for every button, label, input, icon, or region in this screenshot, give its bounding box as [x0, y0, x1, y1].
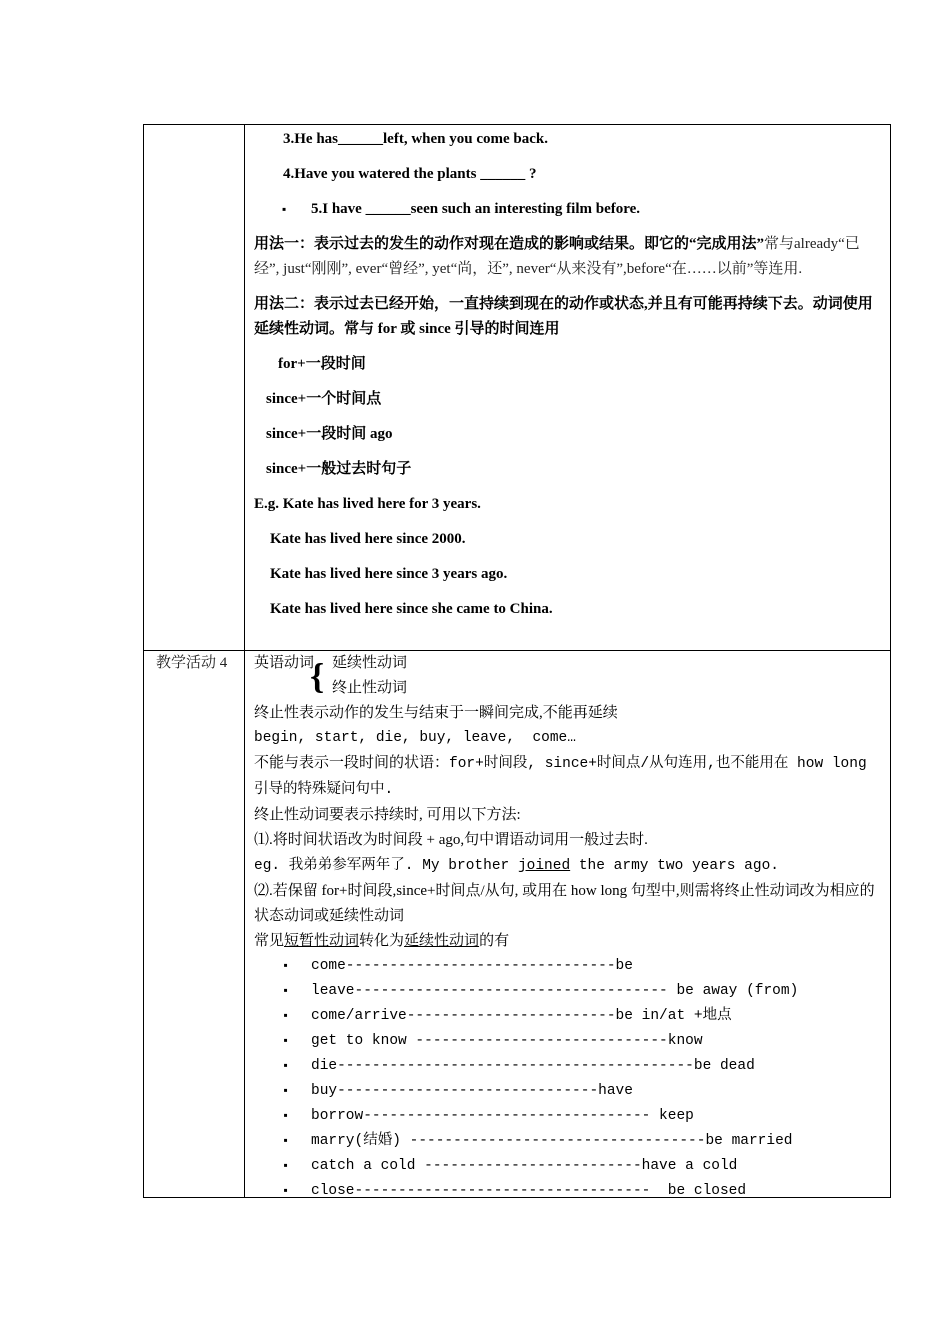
list-item: ▪ buy------------------------------have [282, 1079, 882, 1104]
list-item: ▪ come-------------------------------be [282, 954, 882, 979]
method-one: ⑴.将时间状语改为时间段 + ago,句中谓语动词用一般过去时. [254, 832, 648, 848]
list-item: ▪ get to know -----------------------------know [282, 1029, 882, 1054]
brace-icon: { [310, 656, 325, 696]
lesson-table [143, 124, 891, 1198]
rule-for: for+一段时间 [278, 356, 366, 372]
verb-head: 英语动词 [254, 655, 315, 671]
terminative-examples: begin, start, die, buy, leave, come… [254, 730, 576, 746]
list-item: ▪ marry(结婚) ----------------------------------be married [282, 1129, 882, 1154]
list-item: ▪ die-----------------------------------------be dead [282, 1054, 882, 1079]
list-item: ▪ close---------------------------------- be closed [282, 1179, 882, 1204]
rule-since-clause: since+一般过去时句子 [266, 461, 412, 477]
row-label-cell [144, 651, 245, 1198]
content-cell [245, 651, 891, 1198]
terminative-verbs: 终止性动词 [332, 680, 408, 696]
list-item: ▪ leave------------------------------------ be away (from) [282, 979, 882, 1004]
durative-verbs: 延续性动词 [332, 655, 408, 671]
list-item: ▪ catch a cold -------------------------have a cold [282, 1154, 882, 1179]
verb-pair-list [254, 954, 882, 1204]
example-2: Kate has lived here since 2000. [270, 531, 466, 547]
question-5: ▪ 5.I have ______seen such an interesting film before. [282, 197, 882, 222]
list-item: ▪ come/arrive------------------------be in/at +地点 [282, 1004, 882, 1029]
row-label-cell [144, 125, 245, 651]
list-item: ▪ borrow--------------------------------- keep [282, 1104, 882, 1129]
example-1: E.g. Kate has lived here for 3 years. [254, 496, 481, 512]
method-two: ⑵.若保留 for+时间段,since+时间点/从句, 或用在 how long 句型中,则需将终止性动词改为相应的状态动词或延续性动词 [254, 883, 875, 924]
activity-label: 教学活动 4 [156, 655, 228, 671]
question-3: 3.He has______left, when you come back. [283, 131, 548, 147]
question-list [254, 197, 882, 222]
content-cell [245, 125, 891, 651]
common-heading: 常见短暂性动词转化为延续性动词的有 [254, 933, 510, 949]
cannot-use-note: 不能与表示一段时间的状语：for+时间段, since+时间点/从句连用,也不能用在 how long 引导的特殊疑问句中. [254, 755, 867, 798]
rule-since-ago: since+一段时间 ago [266, 426, 393, 442]
example-4: Kate has lived here since she came to China. [270, 601, 553, 617]
usage-one: 用法一：表示过去的发生的动作对现在造成的影响或结果。即它的“完成用法”常与already“已经”, just“刚刚”, ever“曾经”, yet“尚，还”, never“从来没有”,before“在……以前”等连用. [254, 236, 860, 277]
method-example: eg. 我弟弟参军两年了. My brother joined the army two years ago. [254, 858, 779, 874]
method-heading: 终止性动词要表示持续时, 可用以下方法: [254, 807, 521, 823]
usage-two: 用法二：表示过去已经开始，一直持续到现在的动作或状态,并且有可能再持续下去。动词使用延续性动词。常与 for 或 since 引导的时间连用 [254, 296, 873, 337]
table-row [144, 651, 891, 1198]
rule-since-point: since+一个时间点 [266, 391, 382, 407]
table-row [144, 125, 891, 651]
verb-classification [254, 651, 882, 701]
example-3: Kate has lived here since 3 years ago. [270, 566, 508, 582]
terminative-definition: 终止性表示动作的发生与结束于一瞬间完成,不能再延续 [254, 705, 618, 721]
question-4: 4.Have you watered the plants ______ ? [283, 166, 537, 182]
